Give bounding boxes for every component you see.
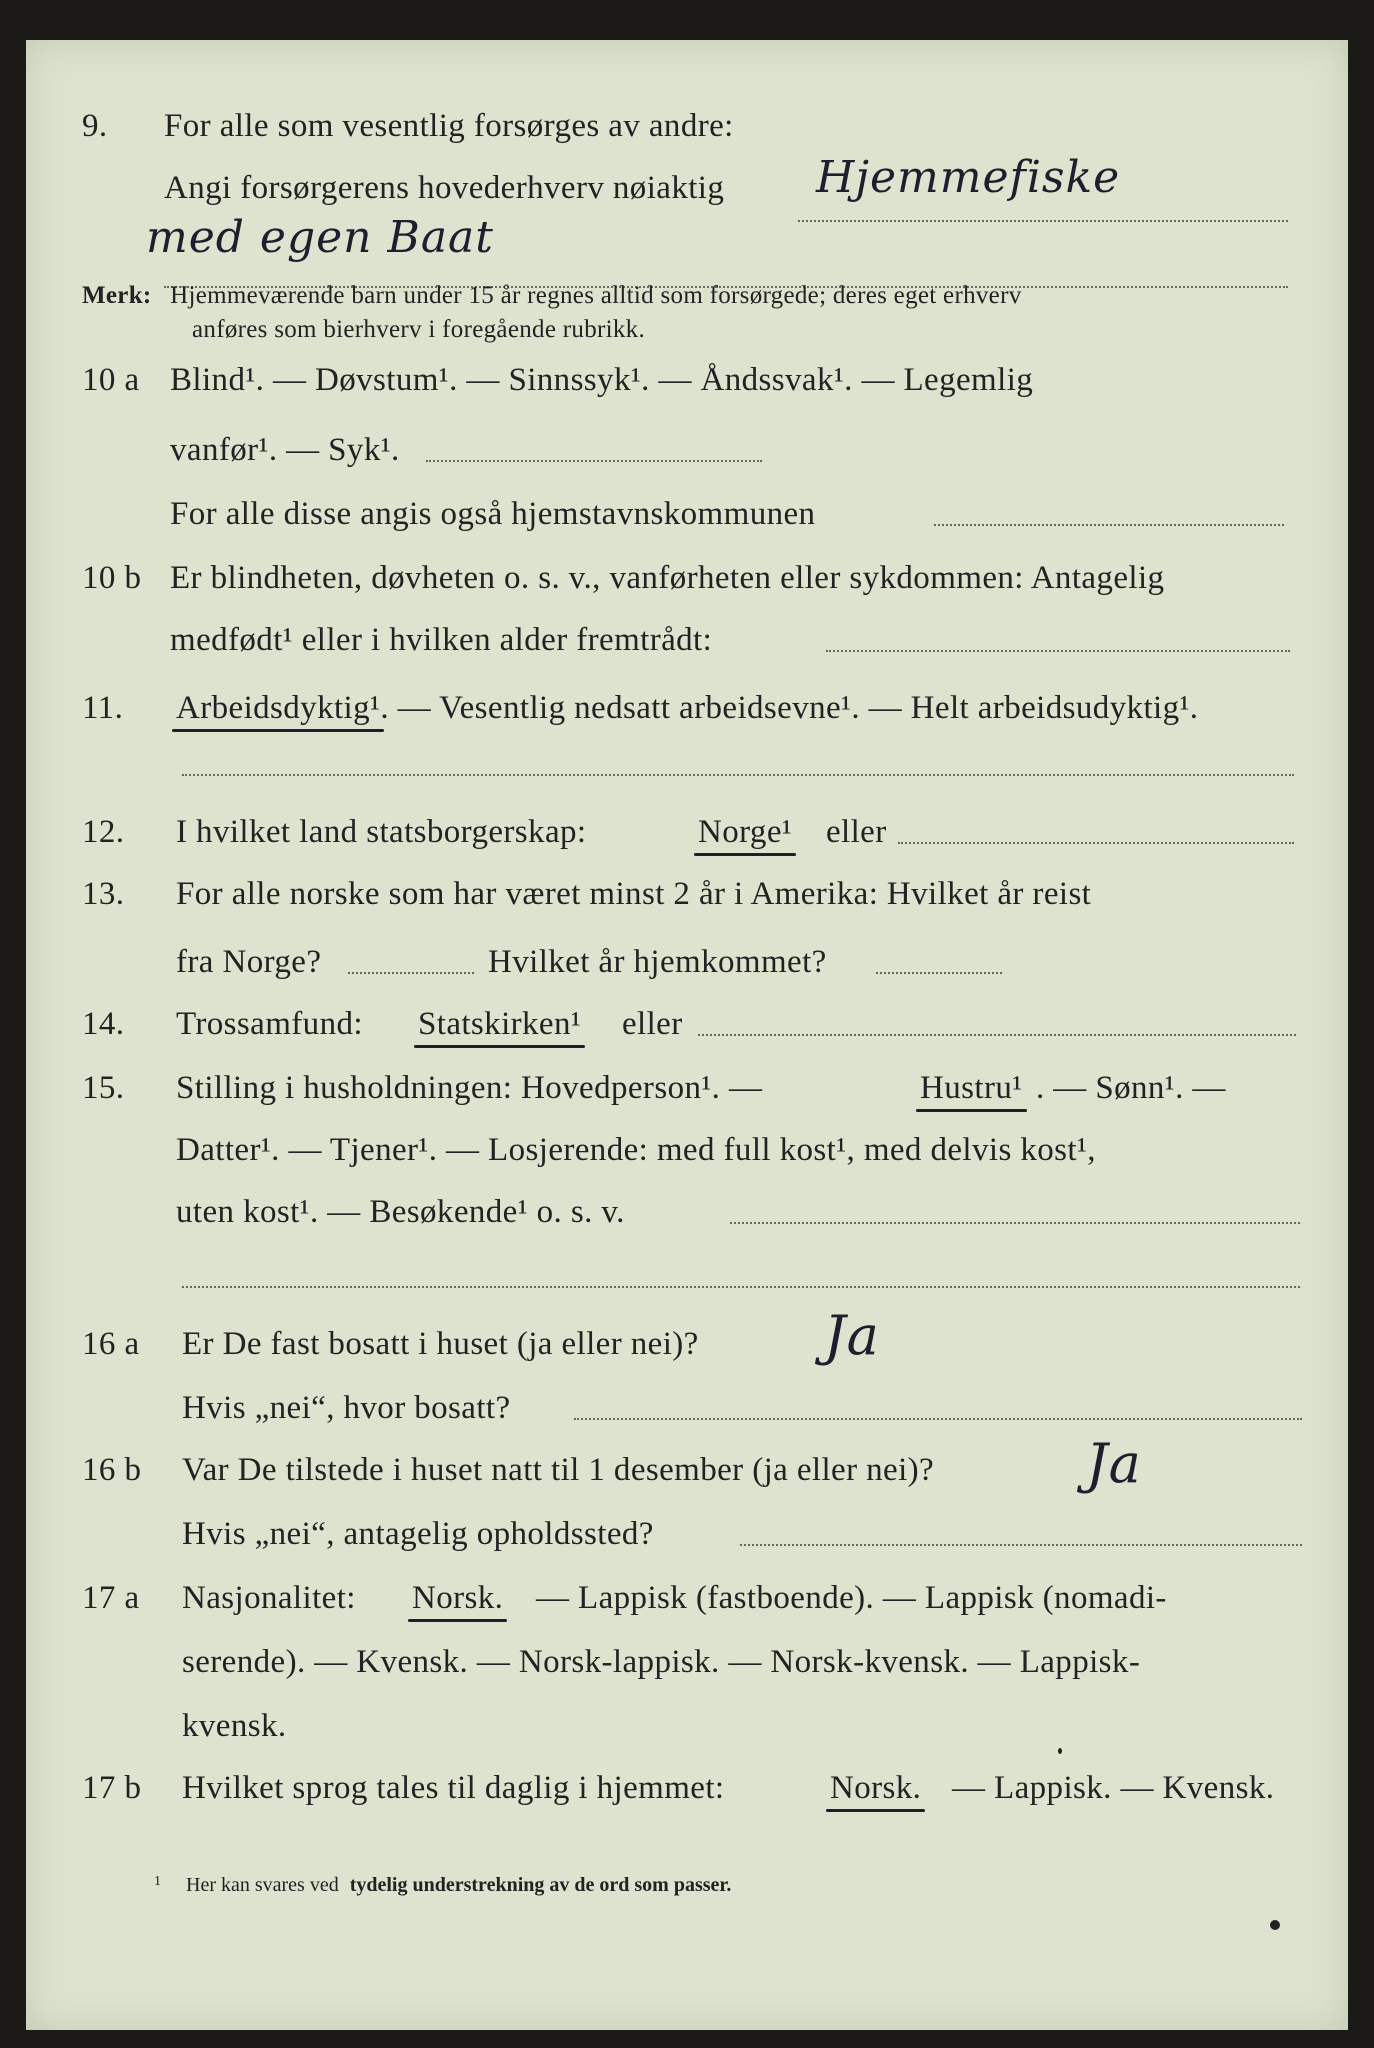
q17a-question: Nasjonalitet: (182, 1580, 356, 1616)
q9-question-cont: Angi forsørgerens hovederhverv nøiaktig (164, 170, 725, 206)
q15-question: Stilling i husholdningen: Hovedperson¹. — (176, 1070, 763, 1106)
census-form-page (26, 40, 1348, 2030)
q14-line (26, 1006, 1348, 1043)
q16b-answer-handwritten: Ja (1086, 1432, 1142, 1495)
q9-question: For alle som vesentlig forsørges av andre: (164, 108, 734, 144)
footnote (154, 1874, 731, 1897)
q15-line1 (26, 1070, 1348, 1107)
q16a-number: 16 a (82, 1326, 140, 1362)
q15-options-end: uten kost¹. — Besøkende¹ o. s. v. (176, 1194, 625, 1230)
q16a-answer-handwritten: Ja (824, 1304, 880, 1367)
q10b-number: 10 b (82, 560, 142, 596)
q13-question: For alle norske som har været minst 2 år i Amerika: Hvilket år reist (176, 876, 1092, 912)
q14-question: Trossamfund: (176, 1006, 363, 1042)
q10b-question-cont: medfødt¹ eller i hvilken alder fremtrådt: (170, 622, 713, 658)
q10a-question: Blind¹. — Døvstum¹. — Sinnssyk¹. — Åndssvak¹. — Legemlig (170, 362, 1034, 398)
q17a-number: 17 a (82, 1580, 140, 1616)
q10a-hjemstavn: For alle disse angis også hjemstavnskommunen (170, 496, 816, 532)
q15-answer-line-2 (182, 1286, 1300, 1288)
q16b-question: Var De tilstede i huset natt til 1 desember (ja eller nei)? (182, 1452, 935, 1488)
merk-line1 (82, 282, 1022, 310)
q17b-question: Hvilket sprog tales til daglig i hjemmet: (182, 1770, 725, 1806)
q17a-other-options: — Lappisk (fastboende). — Lappisk (nomadi- (536, 1580, 1167, 1616)
q13-number: 13. (82, 876, 125, 912)
q12-line (26, 814, 1348, 851)
q17b-selected-option: Norsk. (830, 1770, 922, 1806)
q15-other-options: . — Sønn¹. — (1036, 1070, 1226, 1106)
ink-speck (1270, 1920, 1280, 1930)
q17a-options-end: kvensk. (182, 1708, 287, 1744)
q11-other-options: . — Vesentlig nedsatt arbeidsevne¹. — Helt arbeidsudyktig¹. (380, 690, 1199, 726)
merk-text: Hjemmeværende barn under 15 år regnes alltid som forsørgede; deres eget erhverv (170, 282, 1022, 309)
q17a-selected-option: Norsk. (412, 1580, 504, 1616)
q17b-line (26, 1770, 1348, 1807)
q10a-answer-line (426, 460, 762, 462)
q16b-number: 16 b (82, 1452, 142, 1488)
q17b-other-options: — Lappisk. — Kvensk. (952, 1770, 1275, 1806)
q11-answer-line (182, 774, 1294, 776)
q16b-opholdssted: Hvis „nei“, antagelig opholdssted? (182, 1516, 654, 1552)
q14-answer-line (698, 1034, 1296, 1036)
q16a-bosatt: Hvis „nei“, hvor bosatt? (182, 1390, 511, 1426)
q14-other: eller (622, 1006, 683, 1042)
q12-number: 12. (82, 814, 125, 850)
q14-selected-option: Statskirken¹ (418, 1006, 582, 1042)
footnote-text-bold: tydelig understrekning av de ord som passer. (349, 1874, 732, 1896)
q12-selected-option: Norge¹ (698, 814, 793, 850)
q17b-number: 17 b (82, 1770, 142, 1806)
q10b-answer-line (826, 650, 1290, 652)
q11-options (176, 690, 1198, 727)
q15-answer-line (730, 1222, 1300, 1224)
footnote-text: Her kan svares ved (186, 1874, 339, 1896)
q9-answer-line (798, 220, 1288, 222)
q16a-answer-line (574, 1418, 1302, 1420)
q13-hjemkommet: Hvilket år hjemkommet? (488, 944, 827, 980)
q10a-hjemstavn-line (934, 524, 1284, 526)
q12-answer-line (898, 842, 1294, 844)
merk-label: Merk: (82, 282, 152, 309)
ink-speck (1058, 1748, 1062, 1754)
q10a-question-cont: vanfør¹. — Syk¹. (170, 432, 400, 468)
q16b-answer-line (740, 1544, 1302, 1546)
q12-question: I hvilket land statsborgerskap: (176, 814, 587, 850)
q17a-options-cont: serende). — Kvensk. — Norsk-lappisk. — Norsk-kvensk. — Lappisk- (182, 1644, 1141, 1680)
q15-options-cont: Datter¹. — Tjener¹. — Losjerende: med full kost¹, med delvis kost¹, (176, 1132, 1096, 1168)
q16a-question: Er De fast bosatt i huset (ja eller nei)? (182, 1326, 699, 1362)
q17a-line1 (26, 1580, 1348, 1617)
q9-answer-handwritten-cont: med egen Baat (146, 212, 494, 263)
q13-reist: fra Norge? (176, 944, 322, 980)
q11-number: 11. (82, 690, 124, 726)
merk-text-cont: anføres som bierhverv i foregående rubrikk. (192, 316, 646, 343)
q9-number: 9. (82, 108, 108, 144)
q13-reist-line (348, 972, 474, 974)
q10b-question: Er blindheten, døvheten o. s. v., vanførheten eller sykdommen: Antagelig (170, 560, 1165, 596)
q10a-number: 10 a (82, 362, 140, 398)
merk-line2 (192, 316, 645, 344)
q13-hjemkommet-line (876, 972, 1002, 974)
q11-selected-option: Arbeidsdyktig¹ (176, 690, 381, 726)
footnote-mark: 1 (154, 1874, 161, 1889)
q9-answer-handwritten: Hjemmefiske (816, 152, 1121, 203)
q15-selected-option: Hustru¹ (920, 1070, 1023, 1106)
q15-number: 15. (82, 1070, 125, 1106)
q14-number: 14. (82, 1006, 125, 1042)
q12-other: eller (826, 814, 887, 850)
